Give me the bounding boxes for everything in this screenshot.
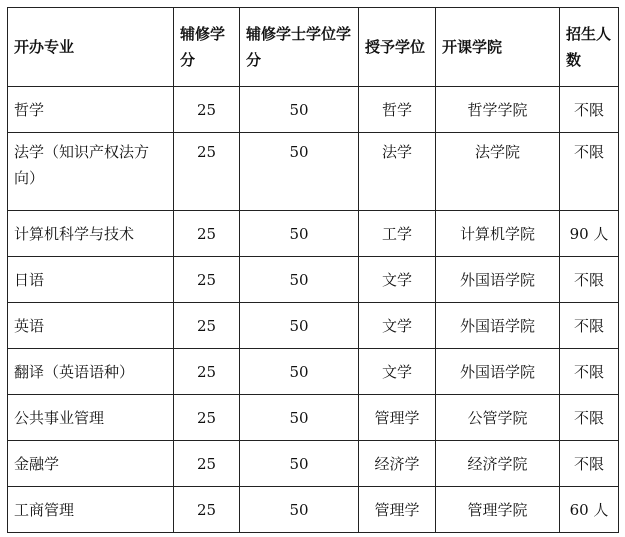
- cell-quota: 不限: [560, 257, 619, 303]
- cell-quota: 不限: [560, 349, 619, 395]
- cell-school: 公管学院: [436, 395, 560, 441]
- cell-major: 金融学: [8, 441, 174, 487]
- table-row: [8, 441, 619, 487]
- table-row: [8, 133, 619, 211]
- cell-degree: 管理学: [359, 487, 436, 533]
- minor-programs-table: [7, 7, 619, 533]
- cell-minor-degree-credits: 50: [240, 441, 359, 487]
- cell-degree: 工学: [359, 211, 436, 257]
- header-degree: 授予学位: [359, 8, 436, 87]
- cell-school: 外国语学院: [436, 349, 560, 395]
- cell-quota: 不限: [560, 441, 619, 487]
- cell-school: 法学院: [436, 133, 560, 211]
- header-minor-degree-credits: 辅修学士学位学分: [240, 8, 359, 87]
- cell-quota: 90 人: [560, 211, 619, 257]
- table-row: [8, 349, 619, 395]
- cell-minor-credits: 25: [174, 303, 240, 349]
- cell-minor-credits: 25: [174, 257, 240, 303]
- cell-minor-degree-credits: 50: [240, 257, 359, 303]
- cell-minor-degree-credits: 50: [240, 133, 359, 211]
- cell-quota: 不限: [560, 133, 619, 211]
- cell-quota: 不限: [560, 395, 619, 441]
- cell-school: 计算机学院: [436, 211, 560, 257]
- header-school: 开课学院: [436, 8, 560, 87]
- cell-major: 公共事业管理: [8, 395, 174, 441]
- header-minor-credits: 辅修学分: [174, 8, 240, 87]
- cell-minor-degree-credits: 50: [240, 303, 359, 349]
- table-row: [8, 487, 619, 533]
- cell-degree: 文学: [359, 257, 436, 303]
- cell-quota: 不限: [560, 87, 619, 133]
- cell-minor-degree-credits: 50: [240, 211, 359, 257]
- cell-degree: 管理学: [359, 395, 436, 441]
- cell-minor-credits: 25: [174, 441, 240, 487]
- table-row: [8, 303, 619, 349]
- table-row: [8, 87, 619, 133]
- cell-degree: 文学: [359, 303, 436, 349]
- cell-minor-credits: 25: [174, 87, 240, 133]
- cell-school: 管理学院: [436, 487, 560, 533]
- table-row: [8, 211, 619, 257]
- cell-minor-degree-credits: 50: [240, 349, 359, 395]
- cell-school: 经济学院: [436, 441, 560, 487]
- cell-major: 计算机科学与技术: [8, 211, 174, 257]
- cell-minor-credits: 25: [174, 211, 240, 257]
- cell-minor-degree-credits: 50: [240, 395, 359, 441]
- cell-minor-credits: 25: [174, 133, 240, 211]
- header-row: [8, 8, 619, 87]
- cell-major: 翻译（英语语种）: [8, 349, 174, 395]
- cell-minor-credits: 25: [174, 395, 240, 441]
- cell-school: 外国语学院: [436, 303, 560, 349]
- cell-degree: 文学: [359, 349, 436, 395]
- cell-major: 法学（知识产权法方向）: [8, 133, 174, 211]
- cell-quota: 60 人: [560, 487, 619, 533]
- cell-major: 哲学: [8, 87, 174, 133]
- cell-school: 外国语学院: [436, 257, 560, 303]
- table-row: [8, 257, 619, 303]
- cell-major: 英语: [8, 303, 174, 349]
- cell-minor-degree-credits: 50: [240, 487, 359, 533]
- cell-minor-credits: 25: [174, 349, 240, 395]
- cell-minor-credits: 25: [174, 487, 240, 533]
- table-row: [8, 395, 619, 441]
- cell-major: 工商管理: [8, 487, 174, 533]
- cell-degree: 哲学: [359, 87, 436, 133]
- cell-degree: 法学: [359, 133, 436, 211]
- header-quota: 招生人数: [560, 8, 619, 87]
- cell-minor-degree-credits: 50: [240, 87, 359, 133]
- cell-degree: 经济学: [359, 441, 436, 487]
- cell-quota: 不限: [560, 303, 619, 349]
- cell-school: 哲学学院: [436, 87, 560, 133]
- cell-major: 日语: [8, 257, 174, 303]
- header-major: 开办专业: [8, 8, 174, 87]
